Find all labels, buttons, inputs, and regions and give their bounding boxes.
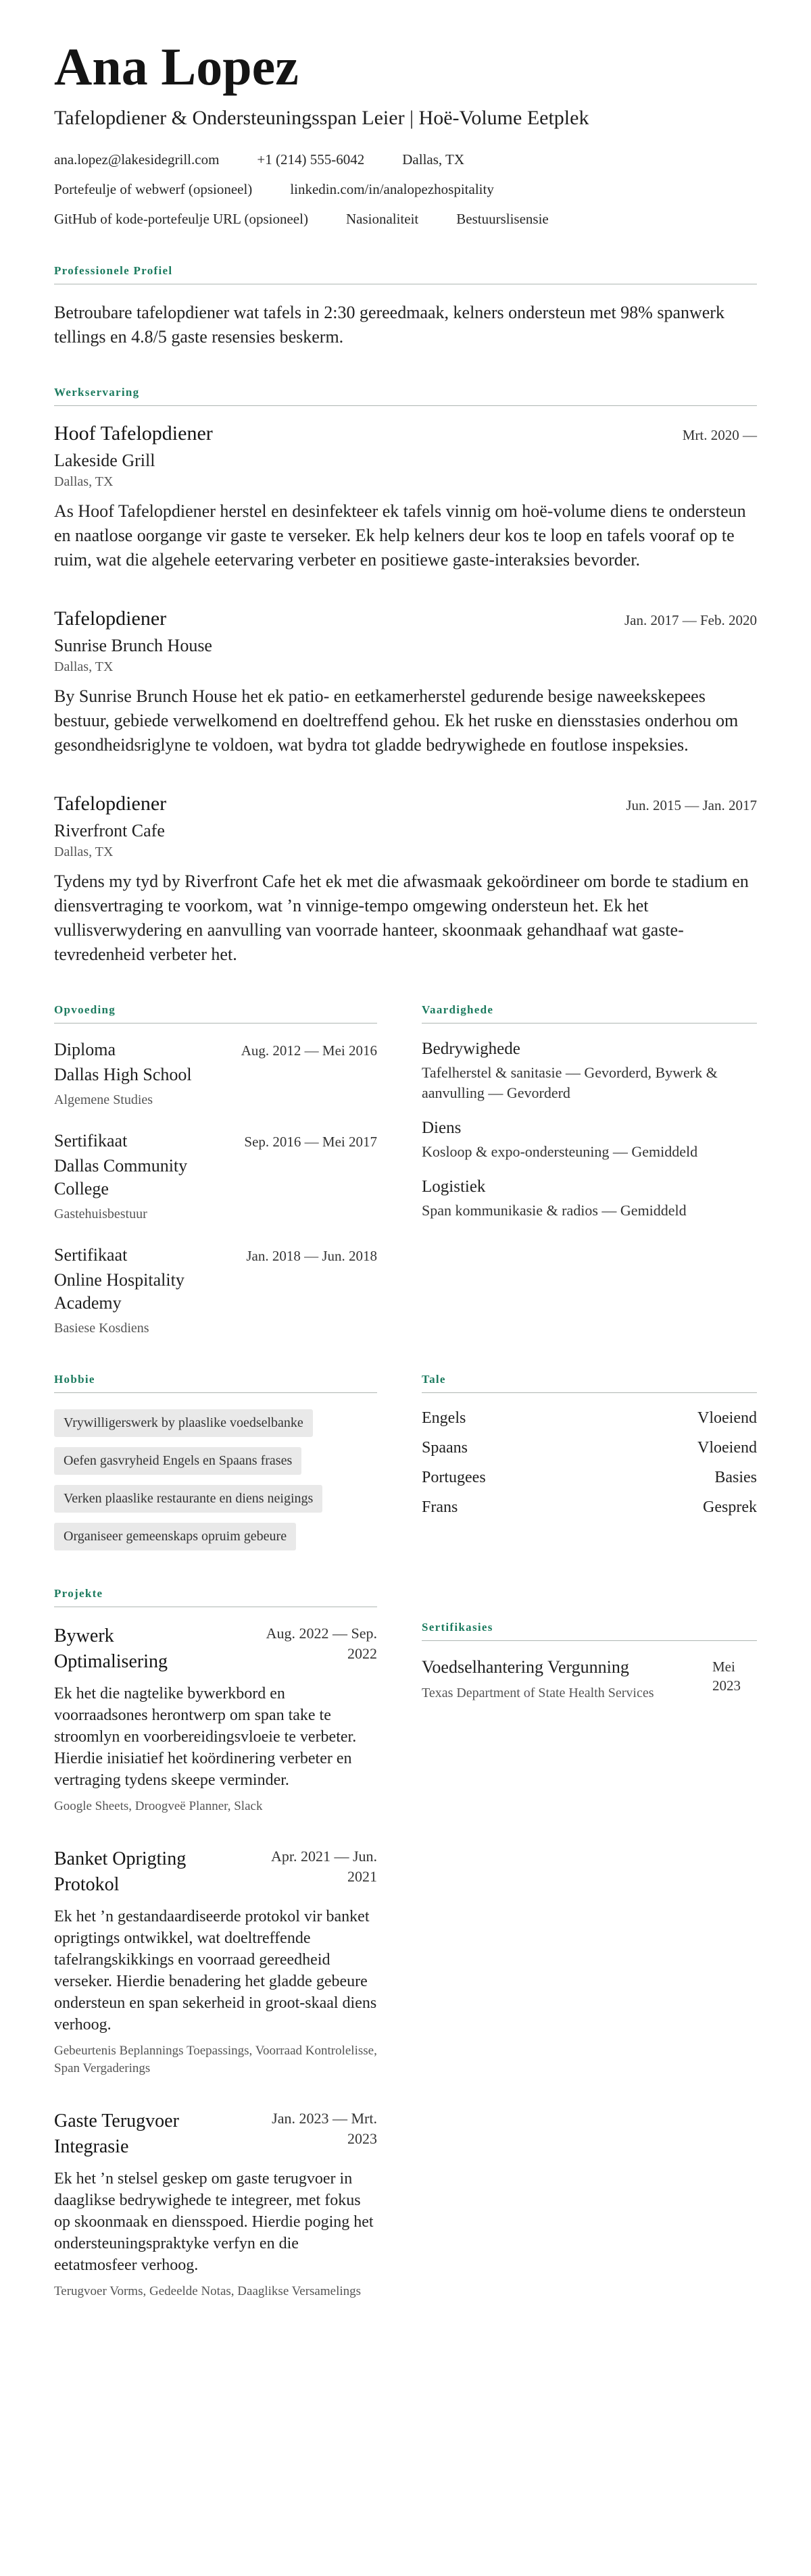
skill-group [422, 1178, 757, 1221]
education-degree: Diploma [54, 1039, 116, 1059]
section-profile [54, 264, 757, 349]
project-dates: Aug. 2022 — Sep. 2022 [266, 1624, 377, 1662]
language-row [422, 1439, 757, 1457]
contact-phone: +1 (214) 555-6042 [257, 151, 365, 168]
project-tools: Terugvoer Vorms, Gedeelde Notas, Daaglikse Versamelings [54, 2283, 362, 2298]
skill-category: Logistiek [422, 1177, 486, 1196]
contact-linkedin: linkedin.com/in/analopezhospitality [290, 180, 494, 197]
job-description: Tydens my tyd by Riverfront Cafe het ek met die afwasmaak gekoördineer om borde te stadium en diensvertraging te voorkom, wat ’n vinnige-tempo omgewing ondersteun het. Ek het vullisverwydering en aanvulling van voorrade hanteer, skoonmaak gehandhaaf wat gaste-tevredenheid verbeter het. [54, 871, 749, 964]
job-head [54, 422, 757, 445]
job-head [54, 607, 757, 630]
project-head [54, 1846, 377, 1898]
columns-row-hobbies-languages [54, 1373, 757, 1550]
education-heading: Opvoeding [54, 1003, 377, 1024]
profile-text: Betroubare tafelopdiener wat tafels in 2:30 gereedmaak, kelners ondersteun met 98% spanwerk tellings en 4.8/5 gaste resensies beskerm. [54, 302, 724, 347]
hobbies-body [54, 1409, 377, 1550]
project-dates: Jan. 2023 — Mrt. 2023 [272, 2109, 377, 2147]
job-dates: Jan. 2017 — Feb. 2020 [624, 611, 757, 628]
contact-portfolio: Portefeulje of webwerf (opsioneel) [54, 180, 253, 197]
experience-heading: Werkservaring [54, 386, 757, 406]
job-dates: Mrt. 2020 — [682, 426, 757, 443]
language-level: Gesprek [703, 1498, 757, 1516]
skill-group [422, 1040, 757, 1103]
contact-location: Dallas, TX [402, 151, 465, 168]
skills-body [422, 1040, 757, 1221]
section-skills [422, 1003, 757, 1221]
language-level: Vloeiend [697, 1438, 757, 1457]
project-description: Ek het die nagtelike bywerkbord en voorraadsones herontwerp om span take te stroomlyn en voorbereidingsvloeie te verbeter. Hierdie inisiatief het koördinering verbeter en vertraging tydens skeepe verminder. [54, 1684, 357, 1789]
education-dates: Jan. 2018 — Jun. 2018 [246, 1247, 377, 1264]
skills-heading: Vaardighede [422, 1003, 757, 1024]
language-row [422, 1469, 757, 1487]
job-company: Riverfront Cafe [54, 820, 165, 840]
project-entry [54, 1846, 377, 2077]
contact-license: Bestuurslisensie [456, 210, 549, 227]
profile-heading: Professionele Profiel [54, 264, 757, 284]
language-name: Engels [422, 1409, 466, 1427]
contact-row-2 [54, 181, 757, 198]
certification-date: Mei 2023 [712, 1658, 741, 1694]
education-entry [54, 1040, 377, 1108]
job-location: Dallas, TX [54, 659, 114, 674]
education-dates: Aug. 2012 — Mei 2016 [241, 1042, 377, 1059]
contact-email: ana.lopez@lakesidegrill.com [54, 151, 220, 168]
skill-items: Span kommunikasie & radios — Gemiddeld [422, 1201, 687, 1219]
job-title: Tafelopdiener [54, 792, 167, 815]
project-tools: Google Sheets, Droogveë Planner, Slack [54, 1798, 263, 1813]
education-school: Online Hospitality Academy [54, 1269, 185, 1313]
language-level: Basies [714, 1468, 757, 1486]
job-description: As Hoof Tafelopdiener herstel en desinfekteer ek tafels vinnig om hoë-volume diens te ondersteun en naatlose oorgange vir gaste te verseker. Ek help kelners deur kos te loop en tafels vooraf op te ruim, wat die algehele eetervaring verbeter en positiewe gaste-interaksies bevorder. [54, 501, 746, 570]
education-program: Algemene Studies [54, 1092, 153, 1107]
job-entry [54, 792, 757, 967]
column-left [54, 1003, 377, 1336]
job-entry [54, 422, 757, 572]
project-description: Ek het ’n stelsel geskep om gaste terugvoer in daaglikse bedrywighede te integreer, met fokus op skoonmaak en diensspoed. Hierdie poging het ondersteuningspraktyke verfyn en die eetatmosfeer verhoog. [54, 2169, 374, 2274]
candidate-title: Tafelopdiener & Ondersteuningsspan Leier | Hoë-Volume Eetplek [54, 106, 589, 129]
education-school: Dallas High School [54, 1064, 192, 1084]
candidate-name: Ana Lopez [54, 37, 299, 96]
certifications-heading: Sertifikasies [422, 1621, 757, 1641]
contact-nationality: Nasionaliteit [345, 210, 419, 227]
project-entry [54, 2108, 377, 2300]
job-dates: Jun. 2015 — Jan. 2017 [626, 797, 757, 813]
hobby-chip: Verken plaaslike restaurante en diens neigings [54, 1485, 322, 1513]
project-head [54, 1623, 377, 1675]
language-name: Frans [422, 1498, 458, 1516]
hobbies-heading: Hobbie [54, 1373, 377, 1393]
language-row [422, 1498, 757, 1517]
project-tools: Gebeurtenis Beplannings Toepassings, Voorraad Kontrolelisse, Span Vergaderings [54, 2043, 377, 2075]
language-name: Portugees [422, 1468, 486, 1486]
job-company: Lakeside Grill [54, 450, 155, 470]
profile-body [54, 301, 757, 349]
column-left [54, 1587, 377, 2300]
resume-header [54, 39, 757, 228]
education-program: Basiese Kosdiens [54, 1320, 149, 1336]
education-entry-main [54, 1131, 211, 1222]
job-title: Tafelopdiener [54, 607, 167, 630]
skill-category: Diens [422, 1118, 462, 1137]
section-languages [422, 1373, 757, 1517]
language-row [422, 1409, 757, 1428]
section-hobbies [54, 1373, 377, 1550]
education-degree: Sertifikaat [54, 1244, 128, 1265]
column-right [422, 1003, 757, 1236]
project-title: Bywerk Optimalisering [54, 1625, 168, 1672]
skill-items: Tafelherstel & sanitasie — Gevorderd, Bywerk & aanvulling — Gevorderd [422, 1063, 718, 1101]
project-head [54, 2108, 377, 2160]
education-degree: Sertifikaat [54, 1130, 128, 1151]
certification-issuer: Texas Department of State Health Services [422, 1685, 654, 1700]
education-dates: Sep. 2016 — Mei 2017 [244, 1133, 377, 1150]
education-program: Gastehuisbestuur [54, 1206, 147, 1221]
language-name: Spaans [422, 1438, 468, 1457]
skill-group [422, 1119, 757, 1162]
columns-row-projects-certifications [54, 1587, 757, 2300]
certification-entry [422, 1657, 757, 1702]
contact-row-1 [54, 151, 757, 168]
job-location: Dallas, TX [54, 474, 114, 489]
projects-body [54, 1623, 377, 2300]
project-title: Gaste Terugvoer Integrasie [54, 2110, 179, 2157]
skill-items: Kosloop & expo-ondersteuning — Gemiddeld [422, 1142, 698, 1160]
job-location: Dallas, TX [54, 844, 114, 859]
job-title: Hoof Tafelopdiener [54, 422, 213, 445]
education-entry-main [54, 1245, 211, 1336]
job-company: Sunrise Brunch House [54, 635, 212, 655]
section-projects [54, 1587, 377, 2300]
certification-name: Voedselhantering Vergunning [422, 1657, 629, 1677]
columns-row-education-skills [54, 1003, 757, 1336]
contact-row-3 [54, 211, 757, 228]
project-dates: Apr. 2021 — Jun. 2021 [270, 1847, 377, 1885]
column-right [422, 1587, 757, 1702]
hobby-chip: Organiseer gemeenskaps opruim gebeure [54, 1523, 296, 1550]
experience-body [54, 422, 757, 967]
section-certifications [422, 1621, 757, 1702]
language-level: Vloeiend [697, 1409, 757, 1427]
column-right [422, 1373, 757, 1517]
projects-heading: Projekte [54, 1587, 377, 1607]
column-left [54, 1373, 377, 1550]
contact-github: GitHub of kode-portefeulje URL (opsioneel) [54, 210, 308, 227]
project-description: Ek het ’n gestandaardiseerde protokol vir banket oprigtings ontwikkel, wat doeltreffende tafelrangskikkings en voorraad gereedheid verseker. Hierdie benadering het gladde gebeure ondersteun en span sekerheid in groot-skaal diens verhoog. [54, 1907, 377, 2034]
job-head [54, 792, 757, 815]
contact-block [54, 151, 757, 228]
education-entry [54, 1131, 377, 1222]
certifications-body [422, 1657, 757, 1702]
skill-category: Bedrywighede [422, 1039, 520, 1058]
education-school: Dallas Community College [54, 1155, 188, 1198]
project-entry [54, 1623, 377, 1815]
section-experience [54, 386, 757, 967]
languages-heading: Tale [422, 1373, 757, 1393]
project-title: Banket Oprigting Protokol [54, 1848, 187, 1895]
education-body [54, 1040, 377, 1336]
job-description: By Sunrise Brunch House het ek patio- en eetkamerherstel gedurende besige naweekskepees bestuur, gebiede verwelkomend en doeltreffend gehou. Ek het ruske en diensstasies onderhou om gesondheidsriglyne te voldoen, wat bydra tot gladde bedrywighede en foutlose inspeksies. [54, 686, 739, 755]
hobby-chip: Oefen gasvryheid Engels en Spaans frases [54, 1447, 301, 1475]
job-entry [54, 607, 757, 757]
education-entry-main [54, 1040, 211, 1108]
languages-body [422, 1409, 757, 1517]
hobby-chip: Vrywilligerswerk by plaaslike voedselbanke [54, 1409, 313, 1437]
education-entry [54, 1245, 377, 1336]
section-education [54, 1003, 377, 1336]
certification-main [422, 1657, 712, 1702]
